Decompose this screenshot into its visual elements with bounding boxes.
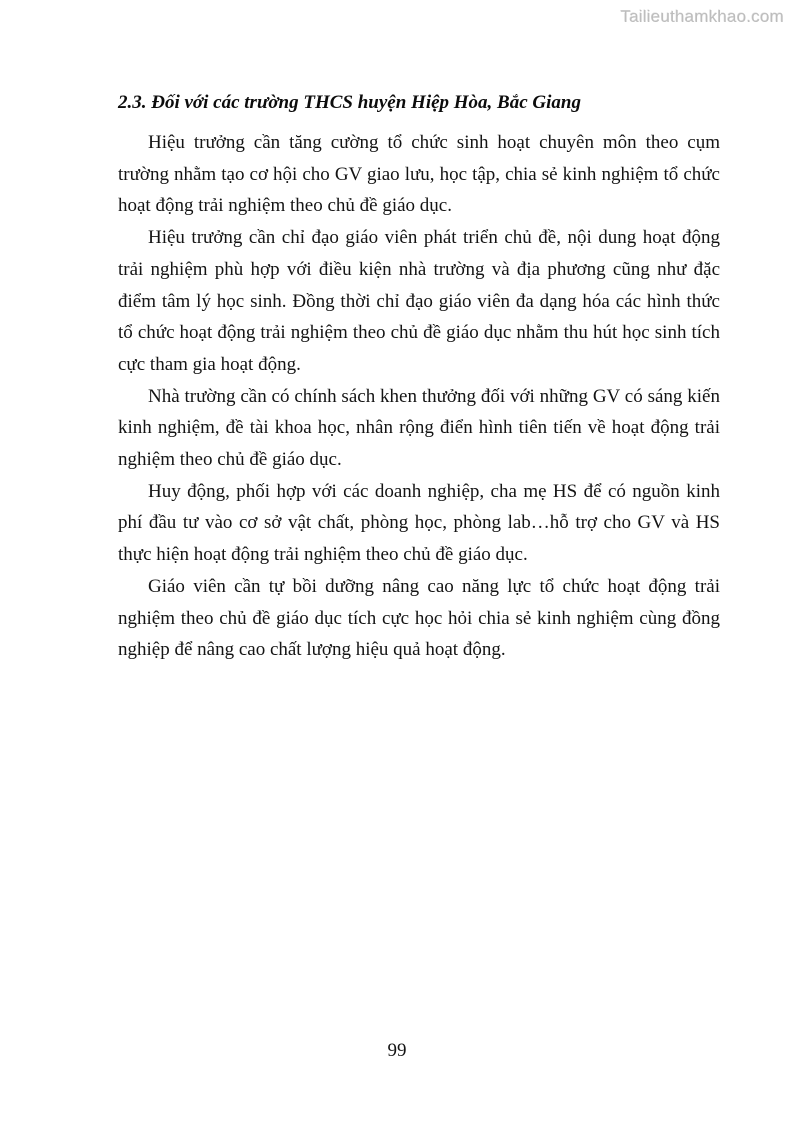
watermark-text: Tailieuthamkhao.com bbox=[620, 7, 784, 26]
section-heading: 2.3. Đối với các trường THCS huyện Hiệp Hòa, Bắc Giang bbox=[118, 92, 581, 113]
paragraph-2: Hiệu trưởng cần chỉ đạo giáo viên phát triển chủ đề, nội dung hoạt động trải nghiệm phù hợp với điều kiện nhà trường và địa phương cũng như đặc điểm tâm lý học sinh. Đồng thời chỉ đạo giáo viên đa dạng hóa các hình thức tổ chức hoạt động trải nghiệm theo chủ đề giáo dục nhằm thu hút học sinh tích cực tham gia hoạt động. bbox=[118, 227, 720, 375]
paragraph-3: Nhà trường cần có chính sách khen thưởng đối với những GV có sáng kiến kinh nghiệm, đề tài khoa học, nhân rộng điển hình tiên tiến về hoạt động trải nghiệm theo chủ đề giáo dục. bbox=[118, 385, 720, 471]
paragraph-1: Hiệu trưởng cần tăng cường tổ chức sinh hoạt chuyên môn theo cụm trường nhằm tạo cơ hội cho GV giao lưu, học tập, chia sẻ kinh nghiệm tổ chức hoạt động trải nghiệm theo chủ đề giáo dục. bbox=[118, 132, 720, 217]
page-number: 99 bbox=[387, 1040, 407, 1061]
paragraph-5: Giáo viên cần tự bồi dưỡng nâng cao năng lực tổ chức hoạt động trải nghiệm theo chủ đề giáo dục tích cực học hỏi chia sẻ kinh nghiệm cùng đồng nghiệp để nâng cao chất lượng hiệu quả hoạt động. bbox=[118, 575, 720, 661]
paragraph-4: Huy động, phối hợp với các doanh nghiệp, cha mẹ HS để có nguồn kinh phí đầu tư vào cơ sở vật chất, phòng học, phòng lab…hỗ trợ cho GV và HS thực hiện hoạt động trải nghiệm theo chủ đề giáo dục. bbox=[118, 480, 720, 566]
page-content bbox=[118, 90, 720, 666]
